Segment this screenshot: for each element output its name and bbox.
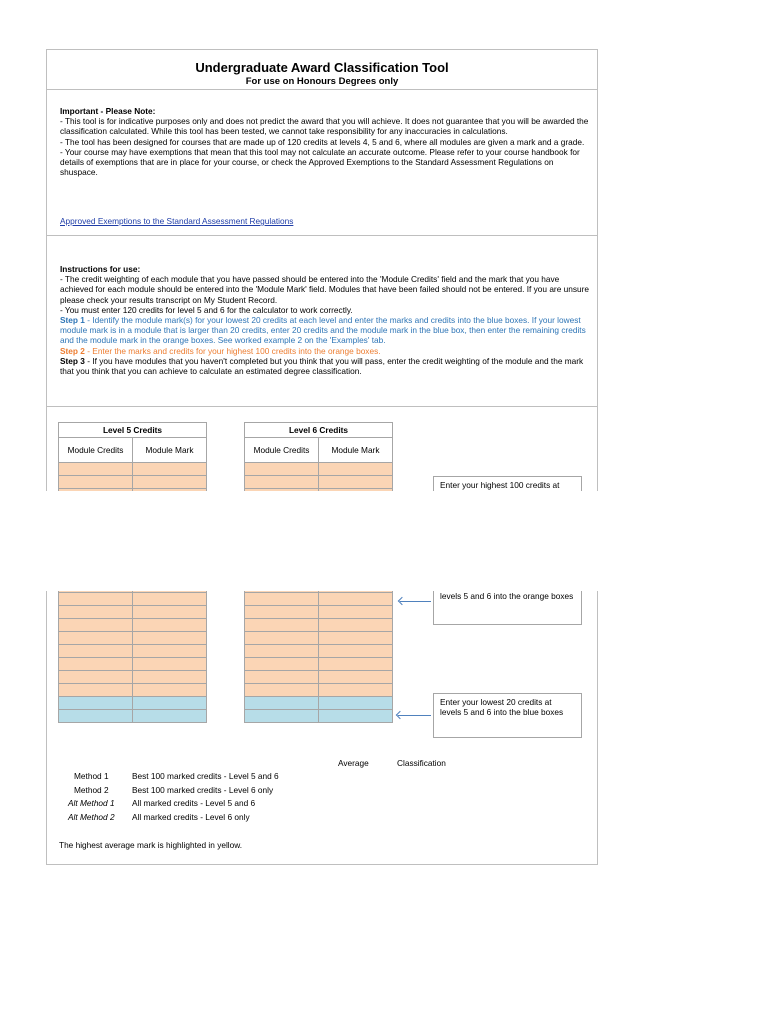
- level-5-credits-cell[interactable]: [59, 658, 133, 671]
- level-6-low-mark-cell[interactable]: [319, 710, 393, 723]
- highlight-footnote: The highest average mark is highlighted in yellow.: [59, 840, 243, 850]
- alt-method-2-label: Alt Method 2: [68, 812, 115, 822]
- level-5-mark-cell[interactable]: [133, 671, 207, 684]
- step-2: [60, 346, 590, 356]
- important-line-3: - Your course may have exemptions that mean that this tool may not calculate an accurate outcome. Please refer to your course handbook for details of exemptions that are in place for your course, or check the Approved Exemptions to the Standard Assessment Regulations on shuspace.: [60, 146, 580, 178]
- step-2-label: Step 2: [60, 345, 85, 356]
- level-6-mark-cell[interactable]: [319, 658, 393, 671]
- step-1-label: Step 1: [60, 315, 85, 326]
- method-2-desc: Best 100 marked credits - Level 6 only: [132, 785, 274, 795]
- level-5-module-mark-header: Module Mark: [133, 438, 207, 463]
- level-6-mark-cell[interactable]: [319, 476, 393, 489]
- alt-method-2-desc: All marked credits - Level 6 only: [132, 812, 250, 822]
- level-5-low-mark-cell[interactable]: [133, 697, 207, 710]
- alt-method-1-label: Alt Method 1: [68, 798, 115, 808]
- level-5-mark-cell[interactable]: [133, 684, 207, 697]
- classification-header: Classification: [397, 758, 446, 768]
- instructions: [60, 264, 590, 376]
- level-6-credits-cell[interactable]: [245, 593, 319, 606]
- level-6-credits-cell[interactable]: [245, 645, 319, 658]
- divider: [47, 89, 597, 90]
- level-5-mark-cell[interactable]: [133, 658, 207, 671]
- level-5-title: Level 5 Credits: [59, 423, 207, 438]
- orange-note-bottom-text: levels 5 and 6 into the orange boxes: [440, 591, 574, 601]
- level-6-low-credits-cell[interactable]: [245, 710, 319, 723]
- render-gap: [0, 491, 768, 591]
- level-5-credits-cell[interactable]: [59, 684, 133, 697]
- important-note: [60, 106, 590, 177]
- level-6-credits-cell[interactable]: [245, 684, 319, 697]
- level-5-mark-cell[interactable]: [133, 619, 207, 632]
- important-line-1: - This tool is for indicative purposes only and does not predict the award that you will achieve. It does not guarantee that you will be awarded the classification calculated. While this tool has been tested, we cannot take responsibility for any inaccuracies in calculations.: [60, 116, 589, 137]
- important-line-2: - The tool has been designed for courses that are made up of 120 credits at levels 4, 5 and 6, where all modules are given a mark and a grade.: [60, 136, 585, 147]
- level-5-low-credits-cell[interactable]: [59, 710, 133, 723]
- level-5-mark-cell[interactable]: [133, 476, 207, 489]
- step-3-text: - If you have modules that you haven't completed but you think that you will pass, enter the credit weighting of the module and the mark that you think that you can achieve to calculate an estimated degree classification.: [60, 355, 584, 377]
- level-6-credits-cell[interactable]: [245, 476, 319, 489]
- level-5-credits-cell[interactable]: [59, 619, 133, 632]
- method-1-desc: Best 100 marked credits - Level 5 and 6: [132, 771, 279, 781]
- level-6-credits-cell[interactable]: [245, 658, 319, 671]
- level-5-mark-cell[interactable]: [133, 463, 207, 476]
- instructions-heading: Instructions for use:: [60, 264, 141, 274]
- level-6-mark-cell[interactable]: [319, 645, 393, 658]
- level-6-mark-cell[interactable]: [319, 593, 393, 606]
- level-6-mark-cell[interactable]: [319, 632, 393, 645]
- level-6-mark-cell[interactable]: [319, 684, 393, 697]
- level-5-low-credits-cell[interactable]: [59, 697, 133, 710]
- level-5-low-mark-cell[interactable]: [133, 710, 207, 723]
- divider: [47, 235, 597, 236]
- level-6-low-credits-cell[interactable]: [245, 697, 319, 710]
- page-subtitle: For use on Honours Degrees only: [245, 76, 399, 87]
- level-5-credits-cell[interactable]: [59, 476, 133, 489]
- step-2-text: - Enter the marks and credits for your highest 100 credits into the orange boxes.: [84, 345, 381, 356]
- blue-note-text: Enter your lowest 20 credits at levels 5 and 6 into the blue boxes: [440, 697, 564, 718]
- method-2-label: Method 2: [74, 785, 109, 795]
- average-header: Average: [338, 758, 369, 768]
- divider: [47, 406, 597, 407]
- step-1-text: - Identify the module mark(s) for your lowest 20 credits at each level and enter the marks and credits into the blue boxes. If your lowest module mark is in a module that is larger than 20 credits, enter 20 credits and the module mark in the blue box, then enter the remaining credits and the module mark in the orange boxes. See worked example 2 on the 'Examples' tab.: [60, 315, 586, 346]
- approved-exemptions-link[interactable]: Approved Exemptions to the Standard Assessment Regulations: [60, 216, 294, 226]
- blue-arrow-icon: [398, 715, 431, 716]
- alt-method-1-desc: All marked credits - Level 5 and 6: [132, 798, 256, 808]
- level-6-low-mark-cell[interactable]: [319, 697, 393, 710]
- level-5-credits-cell[interactable]: [59, 645, 133, 658]
- level-6-title: Level 6 Credits: [245, 423, 393, 438]
- level-6-module-mark-header: Module Mark: [319, 438, 393, 463]
- step-1: [60, 315, 590, 346]
- level-5-credits-cell[interactable]: [59, 593, 133, 606]
- level-5-credits-cell[interactable]: [59, 671, 133, 684]
- method-1-label: Method 1: [74, 771, 109, 781]
- level-5-mark-cell[interactable]: [133, 593, 207, 606]
- blue-boxes-note: [433, 693, 582, 738]
- level-6-credits-cell[interactable]: [245, 463, 319, 476]
- instructions-line-1: - The credit weighting of each module that you have passed should be entered into the 'Module Credits' field and the mark that you have achieved for each module should be entered into the 'Module Mark' field. Modules that have been failed should not be entered. If you are unsure please check your results transcript on My Student Record.: [60, 274, 589, 305]
- important-heading: Important - Please Note:: [60, 106, 156, 116]
- level-5-credits-cell[interactable]: [59, 632, 133, 645]
- instructions-line-2: - You must enter 120 credits for level 5 and 6 for the calculator to work correctly.: [60, 304, 353, 315]
- level-5-credits-cell[interactable]: [59, 606, 133, 619]
- level-6-credits-cell[interactable]: [245, 606, 319, 619]
- level-5-mark-cell[interactable]: [133, 645, 207, 658]
- level-6-credits-cell[interactable]: [245, 671, 319, 684]
- level-5-module-credits-header: Module Credits: [59, 438, 133, 463]
- level-5-mark-cell[interactable]: [133, 632, 207, 645]
- orange-note-top-text: Enter your highest 100 credits at: [440, 480, 560, 490]
- page-title: Undergraduate Award Classification Tool: [195, 60, 449, 75]
- level-6-credits-cell[interactable]: [245, 632, 319, 645]
- level-6-mark-cell[interactable]: [319, 606, 393, 619]
- level-5-credits-cell[interactable]: [59, 463, 133, 476]
- level-6-mark-cell[interactable]: [319, 619, 393, 632]
- level-6-credits-cell[interactable]: [245, 619, 319, 632]
- level-6-module-credits-header: Module Credits: [245, 438, 319, 463]
- step-3-label: Step 3: [60, 355, 85, 366]
- orange-arrow-icon: [400, 601, 431, 602]
- level-6-mark-cell[interactable]: [319, 671, 393, 684]
- level-6-mark-cell[interactable]: [319, 463, 393, 476]
- step-3: [60, 356, 590, 376]
- level-5-mark-cell[interactable]: [133, 606, 207, 619]
